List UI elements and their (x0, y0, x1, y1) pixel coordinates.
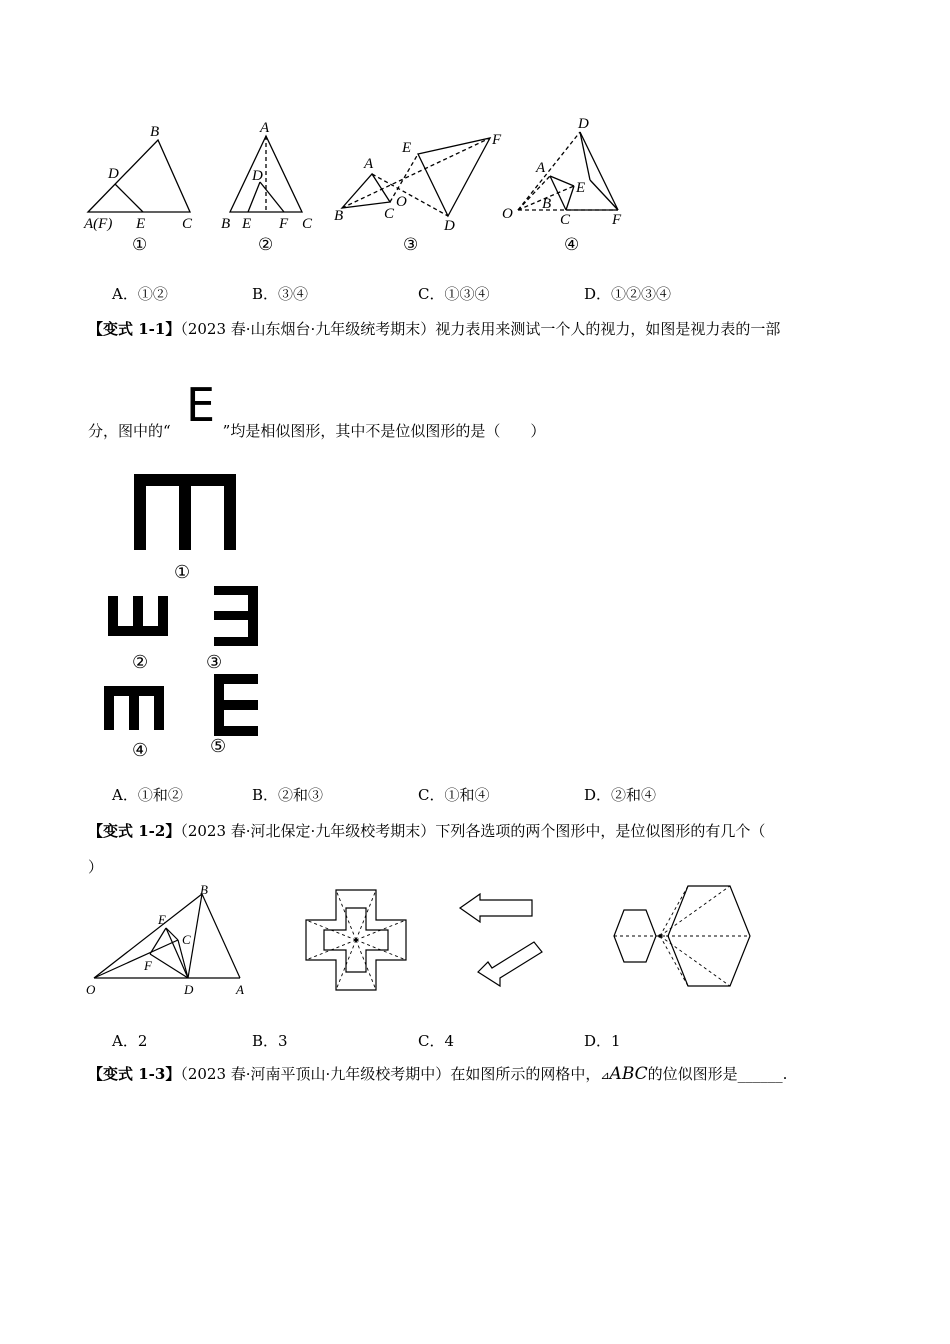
label-c-1: C (182, 216, 193, 232)
question-source: （2023 春·山东烟台·九年级统考期末） (180, 320, 436, 338)
question-text: 下列各选项的两个图形中，是位似图形的有几个（ (435, 822, 766, 840)
label-c-4: C (560, 212, 571, 228)
question-tag: 【变式 1-2】 (88, 822, 181, 840)
question-text-2: 的位似图形是 (647, 1065, 738, 1083)
caption-2: ② (258, 235, 274, 254)
option-d[interactable]: D．①②③④ (584, 285, 672, 303)
label-c-3: C (384, 206, 395, 222)
label-e-4: E (576, 180, 586, 196)
label-f-3: F (492, 132, 502, 148)
chart-caption-3: ③ (206, 652, 223, 672)
label-b-2: B (221, 216, 231, 232)
question-source: （2023 春·河北保定·九年级校考期末） (180, 822, 436, 840)
question-text: 视力表用来测试一个人的视力，如图是视力表的一部 (435, 320, 781, 338)
triangle-symbol: ⊿ (600, 1069, 610, 1082)
label-d: D (184, 982, 194, 997)
option-c[interactable]: C．①③④ (418, 285, 490, 303)
label-d-2: D (252, 168, 263, 184)
question-v12-line2: ） (88, 858, 104, 876)
chart-caption-5: ⑤ (210, 736, 227, 756)
v11-option-a[interactable]: A．①和② (112, 786, 183, 804)
label-a-2: A (260, 120, 270, 136)
label-b: B (200, 882, 208, 897)
option-b[interactable]: B．③④ (252, 285, 309, 303)
triangle-name: ABC (609, 1064, 648, 1084)
label-c: C (182, 932, 191, 947)
question-v11-line2 (88, 420, 545, 441)
chart-caption-1: ① (174, 562, 191, 582)
eye-chart-figures (96, 468, 276, 768)
label-af-1: A(F) (84, 216, 113, 232)
label-a: A (236, 982, 244, 997)
label-b-3: B (334, 208, 344, 224)
v11-option-b[interactable]: B．②和③ (252, 786, 324, 804)
v12-option-b[interactable]: B．3 (252, 1032, 288, 1050)
v12-option-d[interactable]: D．1 (584, 1032, 621, 1050)
option-a[interactable]: A．①② (112, 285, 168, 303)
label-f-4: F (612, 212, 622, 228)
answer-blank[interactable]: ______ (737, 1065, 783, 1083)
question-tag: 【变式 1-1】 (88, 320, 181, 338)
v12-option-c[interactable]: C．4 (418, 1032, 455, 1050)
label-e-1: E (136, 216, 146, 232)
label-o: O (86, 982, 96, 997)
figure-row-similar-triangles (80, 110, 640, 260)
caption-3: ③ (403, 235, 419, 254)
v11-option-c[interactable]: C．①和④ (418, 786, 490, 804)
label-e: E (158, 912, 166, 927)
caption-1: ① (132, 235, 148, 254)
label-a-3: A (364, 156, 374, 172)
question-text-2a: 分，图中的“ (88, 422, 171, 440)
label-b-1: B (150, 124, 160, 140)
question-text: 在如图所示的网格中， (450, 1065, 601, 1083)
label-d-3: D (444, 218, 455, 234)
label-f: F (144, 958, 152, 973)
label-e-3: E (402, 140, 412, 156)
period: . (782, 1065, 788, 1083)
label-c-2: C (302, 216, 313, 232)
e-letter-icon: E (186, 378, 216, 432)
v12-option-a[interactable]: A．2 (112, 1032, 148, 1050)
label-f-2: F (279, 216, 289, 232)
figure-row-homothetic-pairs (80, 882, 780, 1002)
label-e-2: E (242, 216, 252, 232)
v11-option-d[interactable]: D．②和④ (584, 786, 657, 804)
caption-4: ④ (564, 235, 580, 254)
label-d-1: D (108, 166, 119, 182)
label-a-4: A (536, 160, 546, 176)
question-tag: 【变式 1-3】 (88, 1065, 181, 1083)
label-o-4: O (502, 206, 513, 222)
question-text-2b: ”均是相似图形，其中不是位似图形的是（ ） (222, 422, 546, 440)
question-v12-line1 (88, 820, 765, 841)
label-o-3: O (396, 194, 407, 210)
label-d-4: D (578, 116, 589, 132)
chart-caption-2: ② (132, 652, 149, 672)
label-b-4: B (542, 196, 552, 212)
chart-caption-4: ④ (132, 740, 149, 760)
question-v11-line1 (88, 318, 780, 339)
question-source: （2023 春·河南平顶山·九年级校考期中） (180, 1065, 451, 1083)
question-v13-line1 (88, 1063, 787, 1084)
